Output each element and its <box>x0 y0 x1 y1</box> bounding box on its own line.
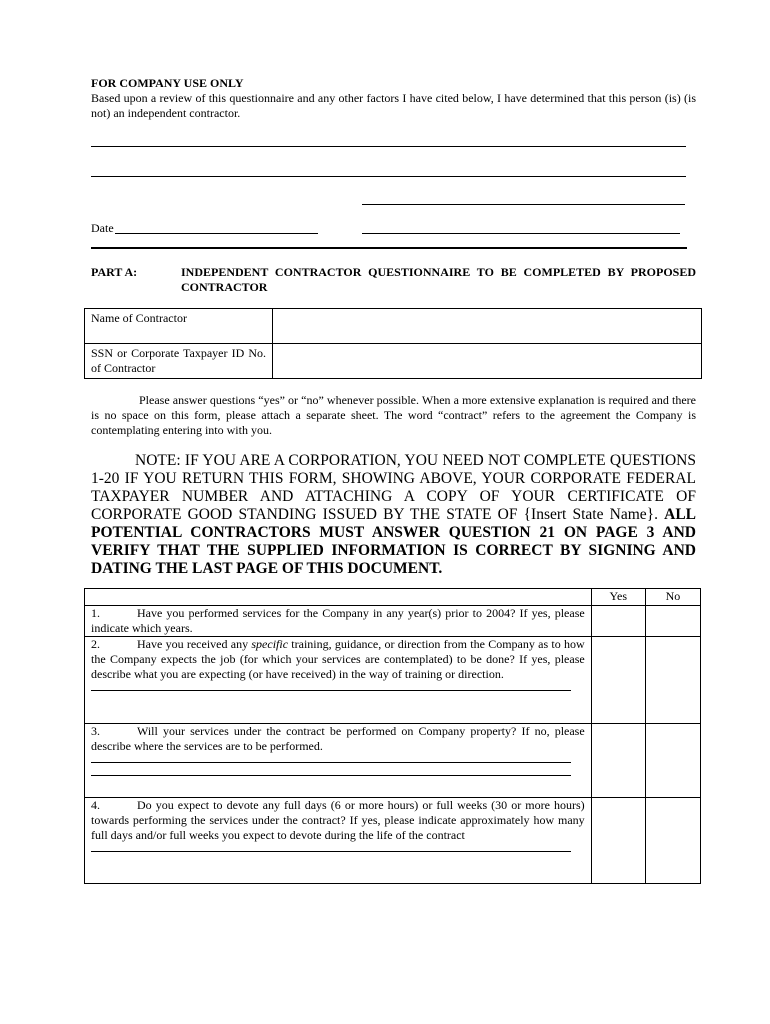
question-1-cell <box>85 606 592 637</box>
table-header-row <box>85 589 701 606</box>
answer-line[interactable] <box>91 851 571 852</box>
answer-line[interactable] <box>91 762 571 763</box>
question-4-yes[interactable] <box>591 798 645 884</box>
question-number: 1. <box>91 606 100 620</box>
question-4-no[interactable] <box>645 798 700 884</box>
answer-line[interactable] <box>91 775 571 776</box>
yes-column-header: Yes <box>591 589 645 606</box>
question-3-text <box>91 724 585 754</box>
title-line[interactable] <box>362 233 680 234</box>
questions-table <box>84 588 701 884</box>
taxpayer-id-label: SSN or Corporate Taxpayer ID No. of Contractor <box>85 344 273 379</box>
contractor-info-table <box>84 308 702 379</box>
question-number: 4. <box>91 798 100 812</box>
question-number: 3. <box>91 724 100 738</box>
notes-line-2[interactable] <box>91 176 686 177</box>
question-text: Have you performed services for the Company in any year(s) prior to 2004? If yes, please indicate which years. <box>91 606 585 635</box>
date-line[interactable] <box>115 233 318 234</box>
table-row <box>85 637 701 724</box>
question-4-text <box>91 798 585 843</box>
question-3-cell <box>85 724 592 798</box>
question-2-cell <box>85 637 592 724</box>
note-regular-text: NOTE: IF YOU ARE A CORPORATION, YOU NEED NOT COMPLETE QUESTIONS 1-20 IF YOU RETURN THIS FORM, SHOWING ABOVE, YOUR CORPORATE FEDERAL TAXPAYER NUMBER AND ATTACHING A COPY OF YOUR CERTIFICATE OF CORPORATE GOOD STANDING ISSUED BY THE STATE OF {Insert State Name}. <box>91 452 696 523</box>
company-use-heading: FOR COMPANY USE ONLY <box>91 76 244 90</box>
question-1-text <box>91 606 585 636</box>
question-1-no[interactable] <box>645 606 700 637</box>
question-2-text <box>91 637 585 682</box>
question-emphasis: specific <box>251 637 289 651</box>
notes-line-1[interactable] <box>91 146 686 147</box>
note-bold-text: ALL POTENTIAL CONTRACTORS MUST ANSWER QUESTION 21 ON PAGE 3 AND VERIFY THAT THE SUPPLIED INFORMATION IS CORRECT BY SIGNING AND DATING THE LAST PAGE OF THIS DOCUMENT. <box>91 506 697 577</box>
table-row <box>85 724 701 798</box>
section-divider <box>91 247 687 249</box>
instructions-paragraph: Please answer questions “yes” or “no” whenever possible. When a more extensive explanation is required and there is no space on this form, please attach a separate sheet. The word “contract” refers to the agreement the Company is contemplating entering into with you. <box>91 393 696 437</box>
table-row <box>85 798 701 884</box>
question-text: Have you received any <box>137 637 252 651</box>
question-3-no[interactable] <box>645 724 700 798</box>
contractor-name-label: Name of Contractor <box>85 309 273 344</box>
signature-line[interactable] <box>362 204 685 205</box>
contractor-name-field[interactable] <box>273 309 702 344</box>
table-row <box>85 309 702 344</box>
question-text: Do you expect to devote any full days (6 or more hours) or full weeks (30 or more hours) towards performing the services under the contract? If yes, please indicate approximately how many full days and/or full weeks you expect to devote during the life of the contract <box>91 798 585 842</box>
taxpayer-id-field[interactable] <box>273 344 702 379</box>
question-3-yes[interactable] <box>591 724 645 798</box>
question-text: Will your services under the contract be performed on Company property? If no, please describe where the services are to be performed. <box>91 724 585 753</box>
answer-line[interactable] <box>91 690 571 691</box>
question-2-yes[interactable] <box>591 637 645 724</box>
no-column-header: No <box>645 589 700 606</box>
question-1-yes[interactable] <box>591 606 645 637</box>
corporation-note <box>91 452 696 578</box>
question-4-cell <box>85 798 592 884</box>
date-label: Date <box>91 221 114 235</box>
question-column-header <box>85 589 592 606</box>
part-a-label: PART A: <box>91 265 138 279</box>
question-text: training, guidance, or direction from the Company as to how the Company expects the job (for which your services are contemplated) to be done? If yes, please describe what you are expecting (or have received) in the way of training or direction. <box>91 637 585 681</box>
table-row <box>85 344 702 379</box>
part-a-title: INDEPENDENT CONTRACTOR QUESTIONNAIRE TO BE COMPLETED BY PROPOSED CONTRACTOR <box>181 265 696 294</box>
question-number: 2. <box>91 637 100 651</box>
question-2-no[interactable] <box>645 637 700 724</box>
table-row <box>85 606 701 637</box>
company-use-statement: Based upon a review of this questionnaire and any other factors I have cited below, I have determined that this person (is) (is not) an independent contractor. <box>91 91 696 120</box>
